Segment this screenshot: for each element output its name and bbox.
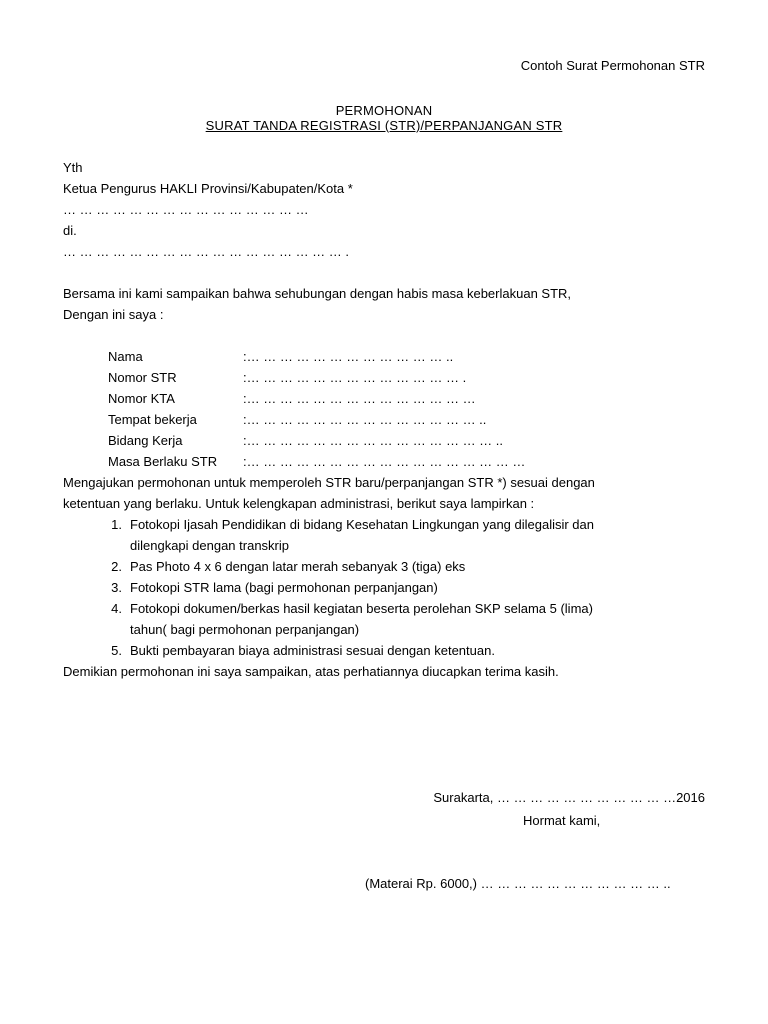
request-line-1: Mengajukan permohonan untuk memperoleh STR baru/perpanjangan STR *) sesuai dengan <box>63 475 595 490</box>
intro-line-1: Bersama ini kami sampaikan bahwa sehubungan dengan habis masa keberlakuan STR, <box>63 286 572 301</box>
list-item: Pas Photo 4 x 6 dengan latar merah sebanyak 3 (tiga) eks <box>130 559 466 574</box>
field-label-nomor-str: Nomor STR <box>108 370 177 385</box>
field-label-tempat-bekerja: Tempat bekerja <box>108 412 197 427</box>
list-item-continuation: dilengkapi dengan transkrip <box>130 538 289 553</box>
list-item-number: 1. <box>111 517 122 532</box>
list-item-continuation: tahun( bagi permohonan perpanjangan) <box>130 622 360 637</box>
materai-signature-line: (Materai Rp. 6000,) … … … … … … … … … … … .. <box>365 876 671 891</box>
list-item: Fotokopi STR lama (bagi permohonan perpanjangan) <box>130 580 438 595</box>
document-title: PERMOHONAN <box>335 103 433 118</box>
list-item: Fotokopi Ijasah Pendidikan di bidang Kesehatan Lingkungan yang dilegalisir dan <box>130 517 595 532</box>
document-subtitle: SURAT TANDA REGISTRASI (STR)/PERPANJANGAN STR <box>205 118 563 133</box>
field-value-tempat-bekerja: :… … … … … … … … … … … … … … .. <box>243 412 487 427</box>
field-value-nomor-kta: :… … … … … … … … … … … … … … <box>243 391 476 406</box>
document-caption: Contoh Surat Permohonan STR <box>520 58 705 73</box>
field-label-nama: Nama <box>108 349 143 364</box>
field-label-nomor-kta: Nomor KTA <box>108 391 175 406</box>
address-di: di. <box>63 223 77 238</box>
list-item-number: 3. <box>111 580 122 595</box>
list-item-number: 2. <box>111 559 122 574</box>
regards-line: Hormat kami, <box>523 813 601 828</box>
intro-line-2: Dengan ini saya : <box>63 307 164 322</box>
field-value-nama: :… … … … … … … … … … … … .. <box>243 349 454 364</box>
list-item-number: 4. <box>111 601 122 616</box>
list-item-number: 5. <box>111 643 122 658</box>
address-dots-line-1: … … … … … … … … … … … … … … … <box>63 202 309 217</box>
place-date-line: Surakarta, … … … … … … … … … … …2016 <box>433 790 705 805</box>
list-item: Fotokopi dokumen/berkas hasil kegiatan beserta perolehan SKP selama 5 (lima) <box>130 601 593 616</box>
field-label-bidang-kerja: Bidang Kerja <box>108 433 183 448</box>
list-item: Bukti pembayaran biaya administrasi sesuai dengan ketentuan. <box>130 643 495 658</box>
request-line-2: ketentuan yang berlaku. Untuk kelengkapan administrasi, berikut saya lampirkan : <box>63 496 535 511</box>
address-dots-line-2: … … … … … … … … … … … … … … … … … . <box>63 244 350 259</box>
address-yth: Yth <box>63 160 83 175</box>
field-value-masa-berlaku-str: :… … … … … … … … … … … … … … … … … <box>243 454 526 469</box>
field-label-masa-berlaku-str: Masa Berlaku STR <box>108 454 218 469</box>
field-value-nomor-str: :… … … … … … … … … … … … … . <box>243 370 467 385</box>
field-value-bidang-kerja: :… … … … … … … … … … … … … … … .. <box>243 433 504 448</box>
closing-statement: Demikian permohonan ini saya sampaikan, atas perhatiannya diucapkan terima kasih. <box>63 664 559 679</box>
address-recipient: Ketua Pengurus HAKLI Provinsi/Kabupaten/Kota * <box>63 181 353 196</box>
